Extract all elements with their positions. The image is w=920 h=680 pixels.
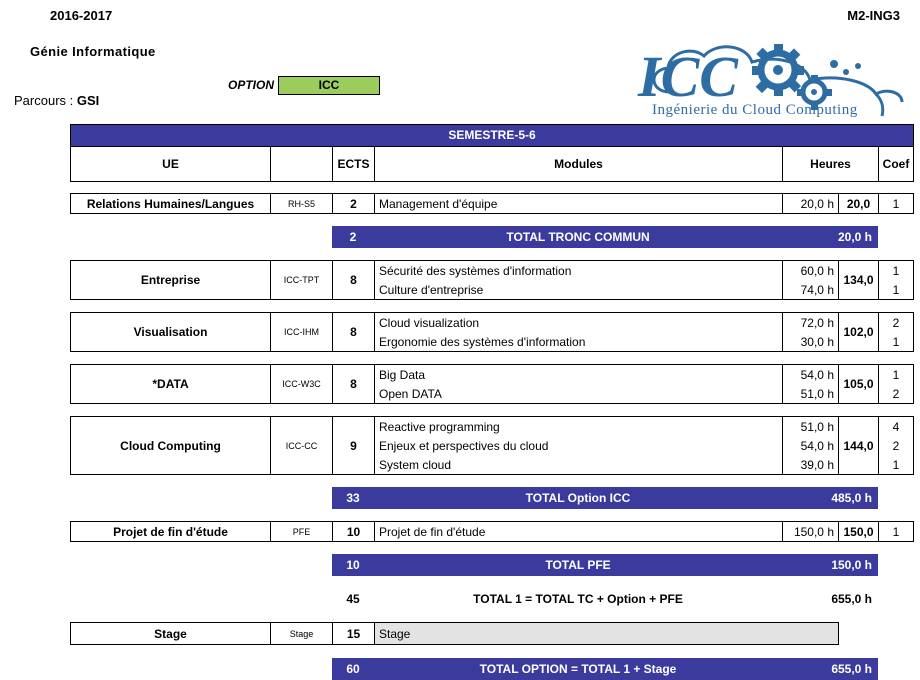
ue-total-hours: 144,0 <box>839 417 879 475</box>
module-coef: 2 <box>879 436 914 455</box>
module-name: Ergonomie des systèmes d'information <box>375 332 783 352</box>
ue-ects: 8 <box>333 365 375 404</box>
total-label: TOTAL TRONC COMMUN <box>374 226 782 248</box>
table-row <box>71 365 914 385</box>
ue-name: Stage <box>71 623 271 645</box>
table-row <box>71 522 914 542</box>
module-hours: 54,0 h <box>783 436 839 455</box>
col-header-ects: ECTS <box>333 147 375 182</box>
total-label: TOTAL 1 = TOTAL TC + Option + PFE <box>374 588 782 610</box>
total-tronc-commun-row <box>70 226 913 248</box>
module-name: Open DATA <box>375 384 783 404</box>
ue-ects: 2 <box>333 194 375 214</box>
total-hours: 655,0 h <box>782 658 878 680</box>
table-row <box>70 487 913 509</box>
module-coef: 2 <box>879 313 914 333</box>
module-name: Stage <box>375 623 839 645</box>
ue-group-stage <box>70 622 914 645</box>
semester-title: SEMESTRE-5-6 <box>71 125 914 147</box>
ue-code: PFE <box>271 522 333 542</box>
total-option-row <box>70 658 913 680</box>
ue-group-data <box>70 364 914 404</box>
ue-total-hours: 134,0 <box>839 261 879 300</box>
col-header-code <box>271 147 333 182</box>
ue-code: ICC-CC <box>271 417 333 475</box>
total-ects: 10 <box>332 554 374 576</box>
total-hours: 655,0 h <box>782 588 878 610</box>
curriculum-sheet <box>70 124 913 680</box>
ue-total-hours: 20,0 <box>839 194 879 214</box>
total-label: TOTAL OPTION = TOTAL 1 + Stage <box>374 658 782 680</box>
total-label: TOTAL PFE <box>374 554 782 576</box>
total-ects: 45 <box>332 588 374 610</box>
table-row <box>71 417 914 437</box>
ue-name: Projet de fin d'étude <box>71 522 271 542</box>
table-row <box>71 194 914 214</box>
parcours-label: Parcours : <box>14 93 77 108</box>
module-name: Sécurité des systèmes d'information <box>375 261 783 281</box>
module-coef: 1 <box>879 522 914 542</box>
module-name: Big Data <box>375 365 783 385</box>
ue-name: Cloud Computing <box>71 417 271 475</box>
semester-title-row <box>71 125 914 147</box>
module-coef: 1 <box>879 332 914 352</box>
module-coef: 1 <box>879 194 914 214</box>
ue-group-pfe <box>70 521 914 542</box>
table-row <box>70 226 913 248</box>
ue-group-entreprise <box>70 260 914 300</box>
ue-group-relations-humaines <box>70 193 914 214</box>
total-ects: 33 <box>332 487 374 509</box>
total-hours: 485,0 h <box>782 487 878 509</box>
module-name: Culture d'entreprise <box>375 280 783 300</box>
total-hours: 20,0 h <box>782 226 878 248</box>
module-hours: 54,0 h <box>783 365 839 385</box>
module-hours: 60,0 h <box>783 261 839 281</box>
module-coef: 1 <box>879 455 914 475</box>
module-name: Cloud visualization <box>375 313 783 333</box>
total-1-row <box>70 588 913 610</box>
module-hours: 39,0 h <box>783 455 839 475</box>
ue-code: ICC-IHM <box>271 313 333 352</box>
total-label: TOTAL Option ICC <box>374 487 782 509</box>
ue-group-visualisation <box>70 312 914 352</box>
table-row <box>70 588 913 610</box>
ue-code: Stage <box>271 623 333 645</box>
icc-logo <box>630 30 910 125</box>
table-row <box>70 658 913 680</box>
module-name: Enjeux et perspectives du cloud <box>375 436 783 455</box>
ue-name: Relations Humaines/Langues <box>71 194 271 214</box>
ue-ects: 9 <box>333 417 375 475</box>
module-name: System cloud <box>375 455 783 475</box>
module-hours: 72,0 h <box>783 313 839 333</box>
module-hours: 150,0 h <box>783 522 839 542</box>
option-label: OPTION <box>228 78 275 92</box>
ue-total-hours: 150,0 <box>839 522 879 542</box>
module-hours: 74,0 h <box>783 280 839 300</box>
parcours-value: GSI <box>76 93 100 108</box>
ue-ects: 8 <box>333 313 375 352</box>
program-level: M2-ING3 <box>847 8 900 23</box>
department-name: Génie Informatique <box>30 44 156 59</box>
ue-group-cloud-computing <box>70 416 914 475</box>
ue-name: Entreprise <box>71 261 271 300</box>
total-ects: 60 <box>332 658 374 680</box>
ue-code: ICC-W3C <box>271 365 333 404</box>
logo-subtitle: Ingénierie du Cloud Computing <box>652 102 858 118</box>
svg-text:ICC: ICC <box>638 44 738 109</box>
ue-name: *DATA <box>71 365 271 404</box>
module-name: Reactive programming <box>375 417 783 437</box>
ue-code: RH-S5 <box>271 194 333 214</box>
module-name: Management d'équipe <box>375 194 783 214</box>
ue-code: ICC-TPT <box>271 261 333 300</box>
module-hours: 51,0 h <box>783 384 839 404</box>
module-coef: 1 <box>879 365 914 385</box>
table-row <box>70 554 913 576</box>
module-hours: 20,0 h <box>783 194 839 214</box>
total-pfe-row <box>70 554 913 576</box>
ue-ects: 8 <box>333 261 375 300</box>
module-coef: 1 <box>879 261 914 281</box>
column-header-row <box>71 147 914 182</box>
option-value-box: ICC <box>278 76 380 95</box>
table-row <box>71 313 914 333</box>
col-header-ue: UE <box>71 147 271 182</box>
col-header-heures: Heures <box>783 147 879 182</box>
academic-year: 2016-2017 <box>50 8 113 23</box>
total-hours: 150,0 h <box>782 554 878 576</box>
table-row <box>71 261 914 281</box>
parcours-line <box>14 93 99 108</box>
col-header-modules: Modules <box>375 147 783 182</box>
module-coef: 2 <box>879 384 914 404</box>
module-name: Projet de fin d'étude <box>375 522 783 542</box>
total-ects: 2 <box>332 226 374 248</box>
module-hours: 30,0 h <box>783 332 839 352</box>
ue-total-hours: 105,0 <box>839 365 879 404</box>
module-hours: 51,0 h <box>783 417 839 437</box>
module-coef: 1 <box>879 280 914 300</box>
ue-ects: 15 <box>333 623 375 645</box>
total-option-icc-row <box>70 487 913 509</box>
table-row <box>71 623 914 645</box>
module-coef: 4 <box>879 417 914 437</box>
table-header-block <box>70 124 914 182</box>
ue-ects: 10 <box>333 522 375 542</box>
ue-total-hours: 102,0 <box>839 313 879 352</box>
ue-name: Visualisation <box>71 313 271 352</box>
col-header-coef: Coef <box>879 147 914 182</box>
